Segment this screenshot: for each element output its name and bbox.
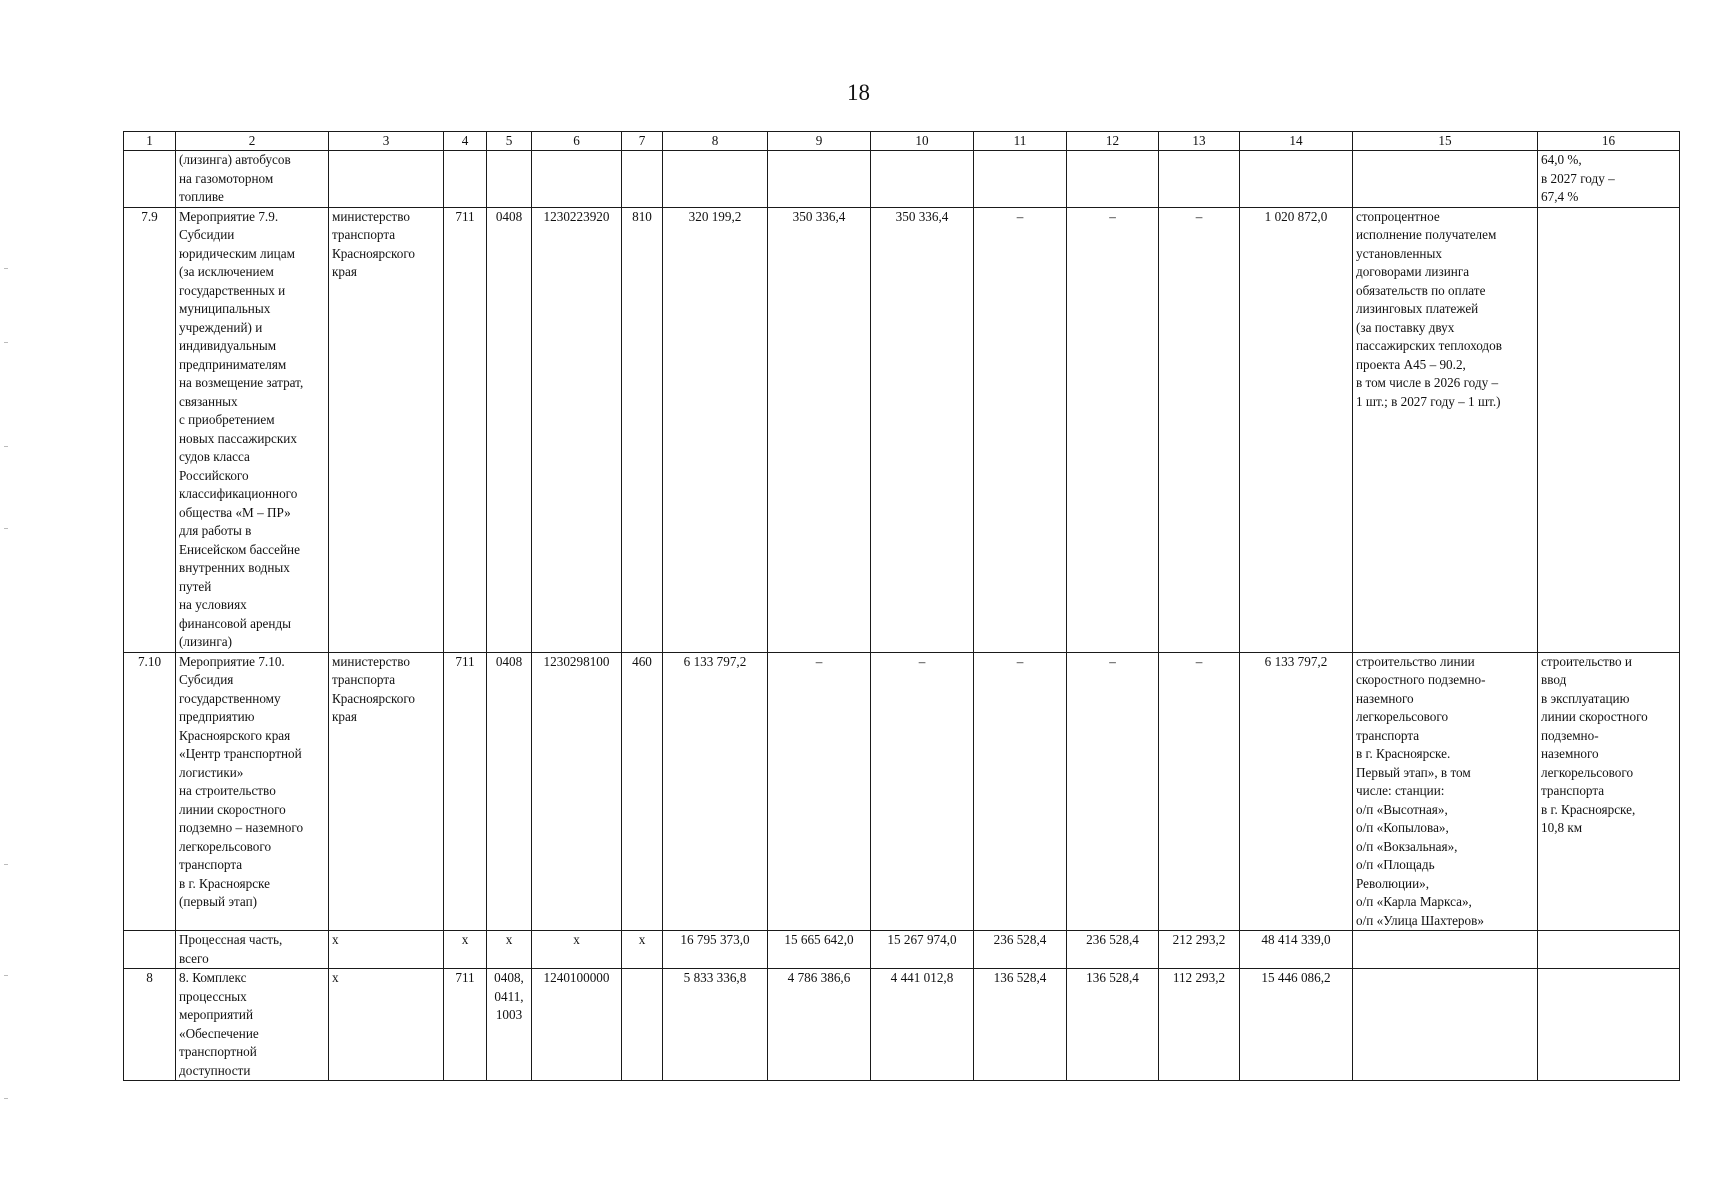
row-8-title: 8. Комплекс процессных мероприятий «Обеспечение транспортной доступности [176,969,329,1081]
col-header-1: 1 [124,132,176,151]
row-7-10-title: Мероприятие 7.10. Субсидия государственному предприятию Красноярского края «Центр транспортной логистики» на строительство линии скоростного подземно – наземного легкорельсового транспорта в г. Красноярске (первый этап) [176,652,329,931]
row-process-section: х [487,931,532,969]
row-8-result [1353,969,1538,1081]
page-number: 18 [847,80,870,105]
scan-edge-mark [4,1098,8,1099]
row-process-value-13: 212 293,2 [1159,931,1240,969]
row-process-total: 48 414 339,0 [1240,931,1353,969]
table-row-process-total [124,931,1680,969]
row-process-executor: х [329,931,444,969]
row-7-10-result: строительство линии скоростного подземно- наземного легкорельсового транспорта в г. Красноярске. Первый этап», в том числе: станции: о/п «Высотная», о/п «Копылова», о/п «Вокзальная», о/п «Площадь Революции», о/п «Карла Маркса», о/п «Улица Шахтеров» [1353,652,1538,931]
col-header-11: 11 [974,132,1067,151]
budget-table [123,131,1680,1081]
row-8-value-8: 5 833 336,8 [663,969,768,1081]
row-7-9-executor: министерство транспорта Красноярского края [329,207,444,652]
row-7-10-value-8: 6 133 797,2 [663,652,768,931]
row-8-executor: х [329,969,444,1081]
table-row-7-9 [124,207,1680,652]
row-process-target-code: х [532,931,622,969]
row-7-10-section: 0408 [487,652,532,931]
table-row-continuation [124,151,1680,208]
row-process-title: Процессная часть, всего [176,931,329,969]
row-8-expense-type [622,969,663,1081]
col-header-7: 7 [622,132,663,151]
col-header-3: 3 [329,132,444,151]
row-process-expense-type: х [622,931,663,969]
row-8-indicator [1538,969,1680,1081]
scan-edge-mark [4,446,8,447]
row-7-9-total: 1 020 872,0 [1240,207,1353,652]
row-7-10-total: 6 133 797,2 [1240,652,1353,931]
col-header-2: 2 [176,132,329,151]
row-7-10-executor: министерство транспорта Красноярского края [329,652,444,931]
row-process-grbs: х [444,931,487,969]
row-8-value-13: 112 293,2 [1159,969,1240,1081]
col-header-15: 15 [1353,132,1538,151]
col-header-5: 5 [487,132,532,151]
col-header-12: 12 [1067,132,1159,151]
table-row-8 [124,969,1680,1081]
row-7-9-value-12: – [1067,207,1159,652]
row-process-value-10: 15 267 974,0 [871,931,974,969]
row-7-9-indicator [1538,207,1680,652]
row-8-total: 15 446 086,2 [1240,969,1353,1081]
row-7-10-expense-type: 460 [622,652,663,931]
row-7-9-value-8: 320 199,2 [663,207,768,652]
row-8-value-9: 4 786 386,6 [768,969,871,1081]
row-7-10-value-12: – [1067,652,1159,931]
row-8-value-11: 136 528,4 [974,969,1067,1081]
row-7-9-title: Мероприятие 7.9. Субсидии юридическим лицам (за исключением государственных и муниципальных учреждений) и индивидуальным предпринимателям на возмещение затрат, связанных с приобретением новых пассажирских судов класса Российского классификационного общества «М – ПР» для работы в Енисейском бассейне внутренних водных путей на условиях финансовой аренды (лизинга) [176,207,329,652]
row-7-10-grbs: 711 [444,652,487,931]
row-7-10-value-10: – [871,652,974,931]
row-7-10-value-9: – [768,652,871,931]
row-7-10-target-code: 1230298100 [532,652,622,931]
col-header-8: 8 [663,132,768,151]
scan-edge-mark [4,342,8,343]
scan-edge-mark [4,975,8,976]
scan-edge-mark [4,528,8,529]
col-header-4: 4 [444,132,487,151]
row-process-value-12: 236 528,4 [1067,931,1159,969]
row-7-9-value-13: – [1159,207,1240,652]
row-cont-result: 64,0 %, в 2027 году – 67,4 % [1538,151,1680,208]
row-8-number: 8 [124,969,176,1081]
row-process-value-8: 16 795 373,0 [663,931,768,969]
col-header-14: 14 [1240,132,1353,151]
row-8-target-code: 1240100000 [532,969,622,1081]
table-row-7-10 [124,652,1680,931]
row-7-10-value-11: – [974,652,1067,931]
row-7-9-result: стопроцентное исполнение получателем установленных договорами лизинга обязательств по оплате лизинговых платежей (за поставку двух пассажирских теплоходов проекта А45 – 90.2, в том числе в 2026 году – 1 шт.; в 2027 году – 1 шт.) [1353,207,1538,652]
row-7-9-section: 0408 [487,207,532,652]
row-7-9-value-11: – [974,207,1067,652]
row-7-9-grbs: 711 [444,207,487,652]
scan-edge-mark [4,268,8,269]
column-number-row [124,132,1680,151]
row-8-section: 0408, 0411, 1003 [487,969,532,1081]
col-header-13: 13 [1159,132,1240,151]
row-process-value-9: 15 665 642,0 [768,931,871,969]
row-7-9-number: 7.9 [124,207,176,652]
row-7-10-indicator: строительство и ввод в эксплуатацию линии скоростного подземно- наземного легкорельсового транспорта в г. Красноярске, 10,8 км [1538,652,1680,931]
row-7-10-number: 7.10 [124,652,176,931]
row-7-9-value-10: 350 336,4 [871,207,974,652]
scan-edge-mark [4,864,8,865]
row-7-9-value-9: 350 336,4 [768,207,871,652]
row-7-10-value-13: – [1159,652,1240,931]
col-header-6: 6 [532,132,622,151]
row-8-grbs: 711 [444,969,487,1081]
row-8-value-12: 136 528,4 [1067,969,1159,1081]
row-8-value-10: 4 441 012,8 [871,969,974,1081]
row-7-9-expense-type: 810 [622,207,663,652]
col-header-16: 16 [1538,132,1680,151]
row-7-9-target-code: 1230223920 [532,207,622,652]
row-cont-title: (лизинга) автобусов на газомоторном топливе [176,151,329,208]
row-process-value-11: 236 528,4 [974,931,1067,969]
col-header-9: 9 [768,132,871,151]
col-header-10: 10 [871,132,974,151]
